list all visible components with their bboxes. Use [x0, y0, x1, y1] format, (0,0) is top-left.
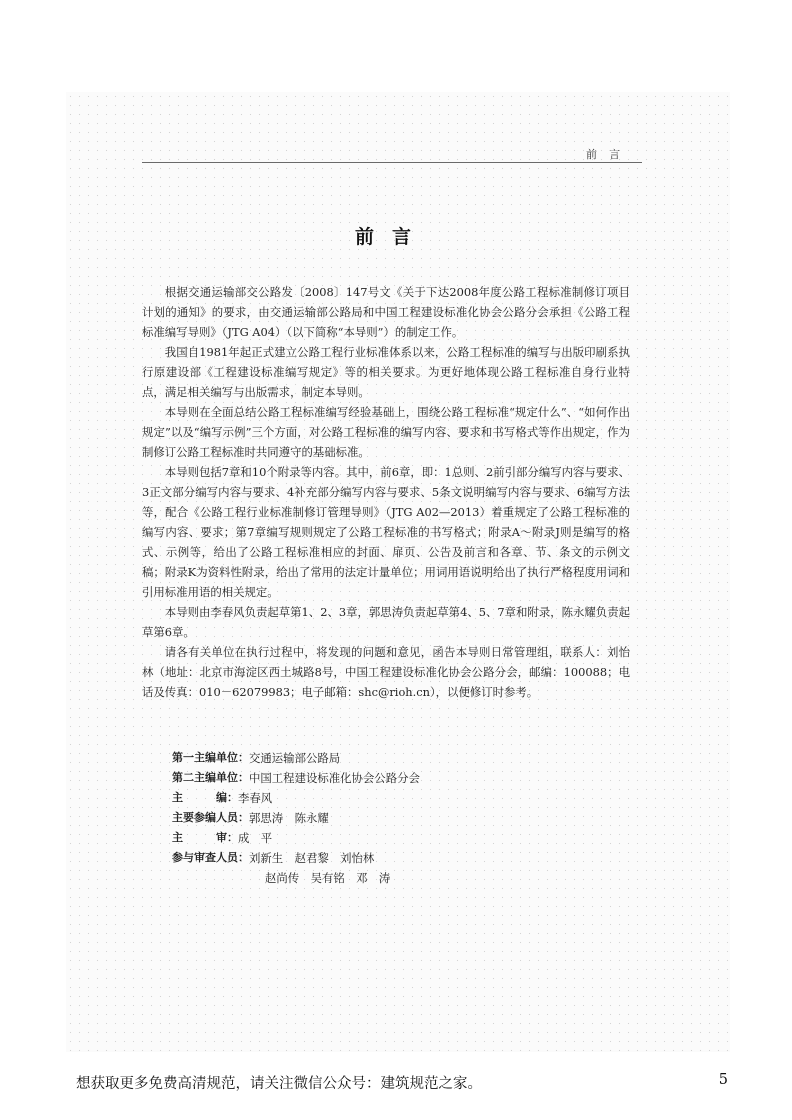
- credit-value: 成 平: [238, 831, 273, 845]
- credits-block: [172, 748, 612, 888]
- credit-row: [172, 868, 612, 888]
- page-title: 前言: [354, 226, 429, 248]
- credit-label: 主 审：: [172, 831, 238, 844]
- credit-label: 主要参编人员：: [172, 811, 249, 824]
- credit-label: 参与审查人员：: [172, 851, 249, 864]
- credit-label: 第二主编单位：: [172, 771, 249, 784]
- paragraph: 本导则由李春风负责起草第1、2、3章，郭思涛负责起草第4、5、7章和附录，陈永耀负责起草第6章。: [142, 605, 630, 639]
- paragraph: 根据交通运输部交公路发〔2008〕147号文《关于下达2008年度公路工程标准制修订项目计划的通知》的要求，由交通运输部公路局和中国工程建设标准化协会公路分会承担《公路工程标准编写导则》（JTG A04）（以下简称“本导则”）的制定工作。: [142, 285, 630, 339]
- credit-value: 刘新生 赵君黎 刘怡林: [249, 851, 375, 865]
- credit-value: 赵尚传 吴有铭 邓 涛: [265, 871, 391, 885]
- credit-row: [172, 788, 612, 808]
- footer: [76, 1072, 728, 1094]
- credit-label: 第一主编单位：: [172, 751, 249, 764]
- credit-row: [172, 828, 612, 848]
- running-header-title: 前言: [586, 148, 632, 161]
- credit-label: 主 编：: [172, 791, 238, 804]
- preface-body: [142, 282, 630, 702]
- running-header: [142, 146, 642, 163]
- credit-value: 郭思涛 陈永耀: [249, 811, 329, 825]
- credit-value: 中国工程建设标准化协会公路分会: [249, 771, 420, 785]
- credit-row: [172, 768, 612, 788]
- paragraph: 我国自1981年起正式建立公路工程行业标准体系以来，公路工程标准的编写与出版印刷系执行原建设部《工程建设标准编写规定》等的相关要求。为更好地体现公路工程标准自身行业特点，满足相关编写与出版需求，制定本导则。: [142, 345, 630, 399]
- credit-value: 交通运输部公路局: [249, 751, 341, 765]
- credit-row: [172, 808, 612, 828]
- paragraph: 本导则包括7章和10个附录等内容。其中，前6章，即：1总则、2前引部分编写内容与要求、3正文部分编写内容与要求、4补充部分编写内容与要求、5条文说明编写内容与要求、6编写方法等，配合《公路工程行业标准制修订管理导则》（JTG A02—2013）着重规定了公路工程标准的编写内容、要求；第7章编写规则规定了公路工程标准的书写格式；附录A～附录J则是编写的格式、示例等，给出了公路工程标准相应的封面、扉页、公告及前言和各章、节、条文的示例文稿；附录K为资料性附录，给出了常用的法定计量单位；用词用语说明给出了执行严格程度用词和引用标准用语的相关规定。: [142, 465, 630, 599]
- paragraph: 请各有关单位在执行过程中，将发现的问题和意见，函告本导则日常管理组，联系人：刘怡林（地址：北京市海淀区西土城路8号，中国工程建设标准化协会公路分会，邮编：100088；电话及传真：010－62079983；电子邮箱：shc@rioh.cn），以便修订时参考。: [142, 645, 630, 699]
- paragraph: 本导则在全面总结公路工程标准编写经验基础上，围绕公路工程标准“规定什么”、“如何作出规定”以及“编写示例”三个方面，对公路工程标准的编写内容、要求和书写格式等作出规定，作为制修订公路工程标准时共同遵守的基础标准。: [142, 405, 630, 459]
- credit-value: 李春风: [238, 791, 273, 805]
- page-number: 5: [718, 1072, 728, 1088]
- footer-note: 想获取更多免费高清规范，请关注微信公众号：建筑规范之家。: [76, 1076, 482, 1092]
- credit-row: [172, 848, 612, 868]
- credit-row: [172, 748, 612, 768]
